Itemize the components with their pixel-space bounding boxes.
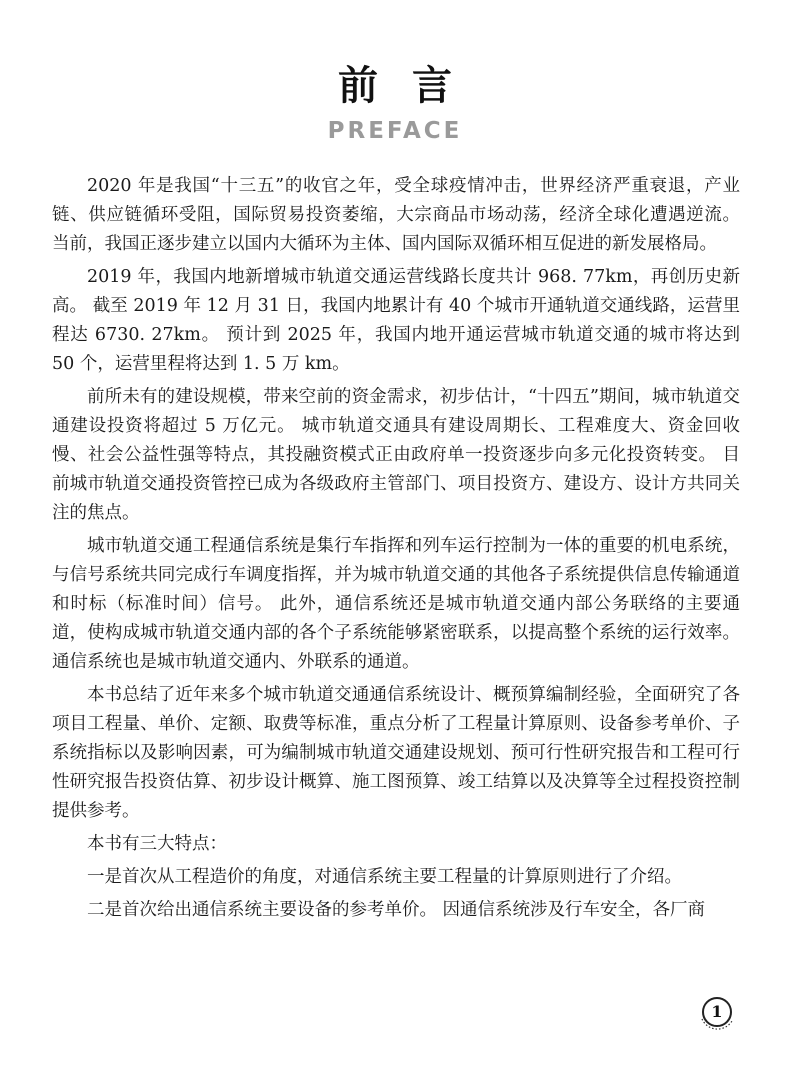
- paragraph: 本书有三大特点：: [87, 834, 227, 854]
- page-title: 前言: [338, 63, 486, 109]
- paragraph: 2019 年，我国内地新增城市轨道交通运营线路长度共计 968. 77km，再创历史新高。 截至 2019 年 12 月 31 日，我国内地累计有 40 个城市开通轨道交通线路，运营里程达 6730. 27km。 预计到 2025 年，我国内地开通运营城市轨道交通的城市将达到 50 个，运营里程将达到 1. 5 万 km。: [52, 267, 740, 374]
- page-number: 1: [702, 997, 732, 1027]
- paragraph: 城市轨道交通工程通信系统是集行车指挥和列车运行控制为一体的重要的机电系统，与信号系统共同完成行车调度指挥，并为城市轨道交通的其他各子系统提供信息传输通道和时标（标准时间）信号。 此外，通信系统还是城市轨道交通内部公务联络的主要通道，使构成城市轨道交通内部的各个子系统能够紧密联系，以提高整个系统的运行效率。 通信系统也是城市轨道交通内、外联系的通道。: [52, 536, 740, 672]
- body-text: [52, 172, 740, 929]
- paragraph: 前所未有的建设规模，带来空前的资金需求，初步估计，“十四五”期间，城市轨道交通建设投资将超过 5 万亿元。 城市轨道交通具有建设周期长、工程难度大、资金回收慢、社会公益性强等特点，其投融资模式正由政府单一投资逐步向多元化投资转变。 目前城市轨道交通投资管控已成为各级政府主管部门、项目投资方、建设方、设计方共同关注的焦点。: [52, 387, 740, 523]
- page-subtitle: PREFACE: [327, 118, 463, 144]
- paragraph: 2020 年是我国“十三五”的收官之年，受全球疫情冲击，世界经济严重衰退，产业链、供应链循环受阻，国际贸易投资萎缩，大宗商品市场动荡，经济全球化遭遇逆流。 当前，我国正逐步建立以国内大循环为主体、国内国际双循环相互促进的新发展格局。: [52, 176, 740, 254]
- paragraph: 一是首次从工程造价的角度，对通信系统主要工程量的计算原则进行了介绍。: [87, 867, 682, 887]
- paragraph: 二是首次给出通信系统主要设备的参考单价。 因通信系统涉及行车安全，各厂商: [87, 900, 706, 920]
- paragraph: 本书总结了近年来多个城市轨道交通通信系统设计、概预算编制经验，全面研究了各项目工程量、单价、定额、取费等标准，重点分析了工程量计算原则、设备参考单价、子系统指标以及影响因素，可为编制城市轨道交通建设规划、预可行性研究报告和工程可行性研究报告投资估算、初步设计概算、施工图预算、竣工结算以及决算等全过程投资控制提供参考。: [52, 685, 740, 821]
